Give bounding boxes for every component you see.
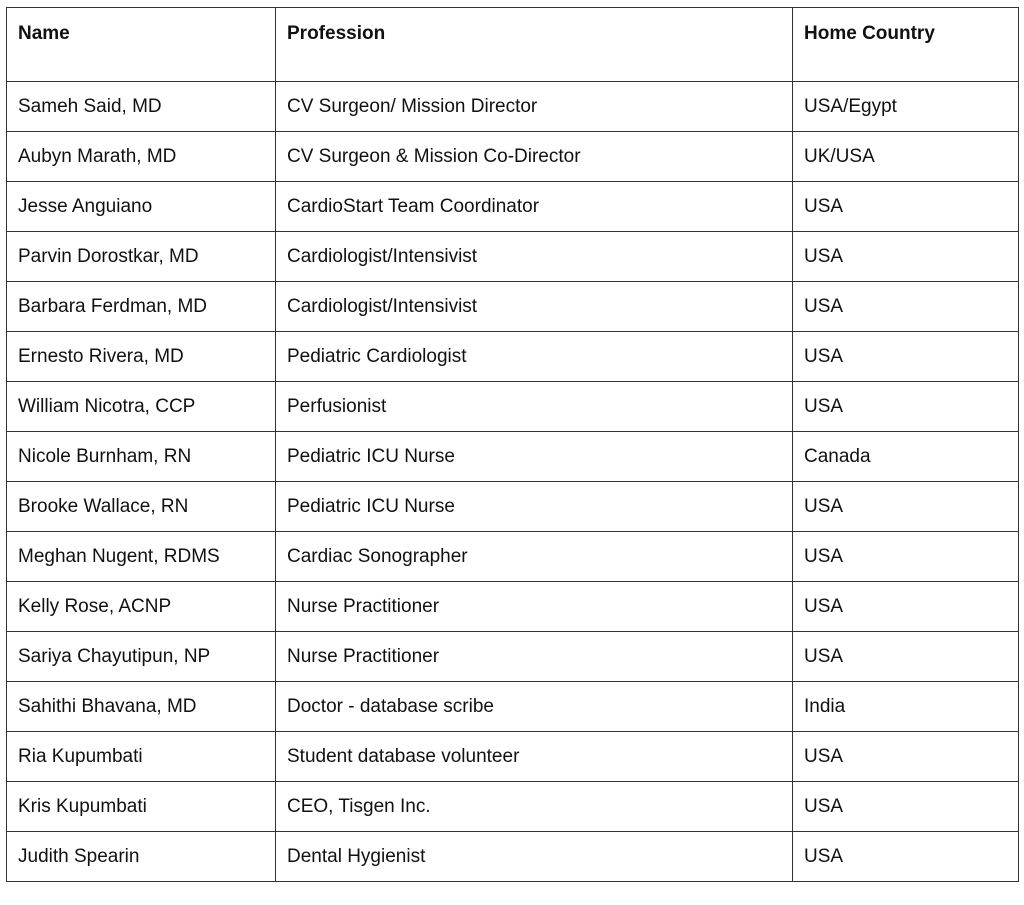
cell-home-country: UK/USA	[793, 132, 1019, 182]
table-row	[7, 382, 1019, 432]
cell-name: Parvin Dorostkar, MD	[7, 232, 276, 282]
cell-profession: Nurse Practitioner	[276, 632, 793, 682]
cell-profession: Cardiologist/Intensivist	[276, 232, 793, 282]
table-row	[7, 132, 1019, 182]
cell-profession: Cardiac Sonographer	[276, 532, 793, 582]
cell-home-country: USA/Egypt	[793, 82, 1019, 132]
cell-profession: CEO, Tisgen Inc.	[276, 782, 793, 832]
cell-profession: Doctor - database scribe	[276, 682, 793, 732]
table-row	[7, 182, 1019, 232]
cell-home-country: USA	[793, 232, 1019, 282]
cell-home-country: India	[793, 682, 1019, 732]
cell-profession: CV Surgeon/ Mission Director	[276, 82, 793, 132]
cell-home-country: Canada	[793, 432, 1019, 482]
header-profession: Profession	[276, 8, 793, 82]
cell-name: William Nicotra, CCP	[7, 382, 276, 432]
table-row	[7, 682, 1019, 732]
cell-name: Jesse Anguiano	[7, 182, 276, 232]
cell-name: Judith Spearin	[7, 832, 276, 882]
table-row	[7, 482, 1019, 532]
cell-home-country: USA	[793, 382, 1019, 432]
cell-profession: Pediatric ICU Nurse	[276, 432, 793, 482]
cell-name: Nicole Burnham, RN	[7, 432, 276, 482]
table-row	[7, 232, 1019, 282]
cell-profession: Nurse Practitioner	[276, 582, 793, 632]
cell-name: Ria Kupumbati	[7, 732, 276, 782]
cell-name: Ernesto Rivera, MD	[7, 332, 276, 382]
table-body	[7, 82, 1019, 882]
cell-profession: Dental Hygienist	[276, 832, 793, 882]
cell-name: Kris Kupumbati	[7, 782, 276, 832]
cell-profession: Perfusionist	[276, 382, 793, 432]
table-header	[7, 8, 1019, 82]
cell-home-country: USA	[793, 282, 1019, 332]
table-row	[7, 782, 1019, 832]
cell-profession: Student database volunteer	[276, 732, 793, 782]
cell-name: Meghan Nugent, RDMS	[7, 532, 276, 582]
cell-name: Sameh Said, MD	[7, 82, 276, 132]
cell-home-country: USA	[793, 632, 1019, 682]
table-row	[7, 332, 1019, 382]
cell-profession: Pediatric Cardiologist	[276, 332, 793, 382]
cell-name: Aubyn Marath, MD	[7, 132, 276, 182]
table-row	[7, 82, 1019, 132]
header-name: Name	[7, 8, 276, 82]
table-row	[7, 582, 1019, 632]
header-home-country: Home Country	[793, 8, 1019, 82]
table-row	[7, 732, 1019, 782]
cell-name: Sariya Chayutipun, NP	[7, 632, 276, 682]
table-row	[7, 282, 1019, 332]
team-roster-table	[6, 7, 1019, 882]
cell-home-country: USA	[793, 182, 1019, 232]
cell-name: Barbara Ferdman, MD	[7, 282, 276, 332]
cell-name: Kelly Rose, ACNP	[7, 582, 276, 632]
table-row	[7, 632, 1019, 682]
cell-name: Sahithi Bhavana, MD	[7, 682, 276, 732]
cell-name: Brooke Wallace, RN	[7, 482, 276, 532]
table-row	[7, 832, 1019, 882]
cell-home-country: USA	[793, 332, 1019, 382]
cell-home-country: USA	[793, 832, 1019, 882]
table-row	[7, 432, 1019, 482]
cell-profession: Pediatric ICU Nurse	[276, 482, 793, 532]
cell-home-country: USA	[793, 582, 1019, 632]
cell-home-country: USA	[793, 732, 1019, 782]
cell-profession: CV Surgeon & Mission Co-Director	[276, 132, 793, 182]
header-row	[7, 8, 1019, 82]
cell-home-country: USA	[793, 482, 1019, 532]
cell-profession: CardioStart Team Coordinator	[276, 182, 793, 232]
cell-profession: Cardiologist/Intensivist	[276, 282, 793, 332]
cell-home-country: USA	[793, 532, 1019, 582]
table-row	[7, 532, 1019, 582]
cell-home-country: USA	[793, 782, 1019, 832]
